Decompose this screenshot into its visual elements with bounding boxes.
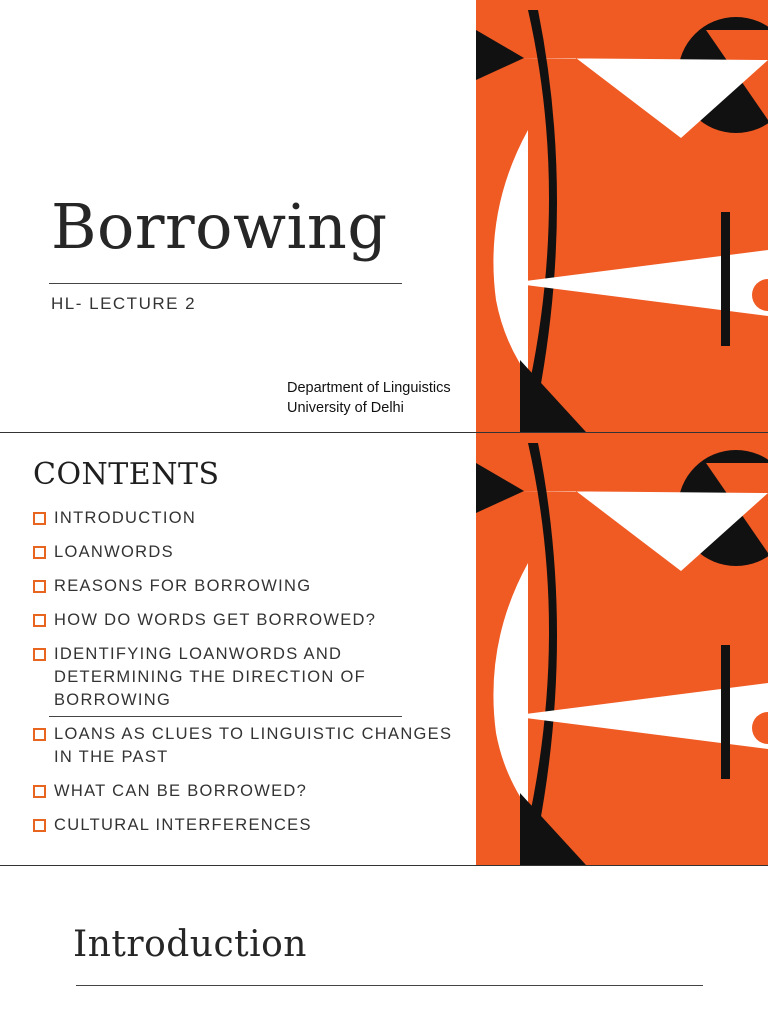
hollow-square-bullet-icon: [33, 580, 46, 593]
department-name: Department of Linguistics: [287, 380, 451, 396]
slide-subtitle: HL- LECTURE 2: [51, 294, 197, 313]
contents-rule: [49, 716, 402, 717]
university-name: University of Delhi: [287, 400, 404, 416]
contents-item-how-borrowed: HOW DO WORDS GET BORROWED?: [33, 609, 463, 632]
contents-item-reasons: REASONS FOR BORROWING: [33, 575, 463, 598]
introduction-rule: [76, 985, 703, 986]
contents-list: [33, 507, 463, 848]
title-underline: [49, 283, 402, 284]
department-block: [287, 378, 451, 418]
hollow-square-bullet-icon: [33, 728, 46, 741]
hollow-square-bullet-icon: [33, 785, 46, 798]
hollow-square-bullet-icon: [33, 546, 46, 559]
contents-item-loanwords: LOANWORDS: [33, 541, 463, 564]
contents-item-loans-as-clues: LOANS AS CLUES TO LINGUISTIC CHANGES IN THE PAST: [33, 723, 463, 769]
introduction-slide: [0, 866, 768, 1024]
contents-slide: [0, 433, 768, 865]
slide-title: Borrowing: [51, 190, 388, 263]
hollow-square-bullet-icon: [33, 819, 46, 832]
introduction-title: Introduction: [73, 924, 307, 965]
hollow-square-bullet-icon: [33, 512, 46, 525]
contents-item-cultural: CULTURAL INTERFERENCES: [33, 814, 463, 837]
contents-item-what-borrowed: WHAT CAN BE BORROWED?: [33, 780, 463, 803]
hollow-square-bullet-icon: [33, 648, 46, 661]
contents-item-introduction: INTRODUCTION: [33, 507, 463, 530]
hollow-square-bullet-icon: [33, 614, 46, 627]
abstract-art-panel: [476, 0, 768, 432]
contents-title: CONTENTS: [33, 457, 220, 492]
contents-item-identifying: IDENTIFYING LOANWORDS AND DETERMINING THE DIRECTION OF BORROWING: [33, 643, 463, 712]
abstract-art-graphic: [476, 433, 768, 865]
title-slide: [0, 0, 768, 432]
abstract-art-graphic: [476, 0, 768, 432]
abstract-art-panel: [476, 433, 768, 865]
